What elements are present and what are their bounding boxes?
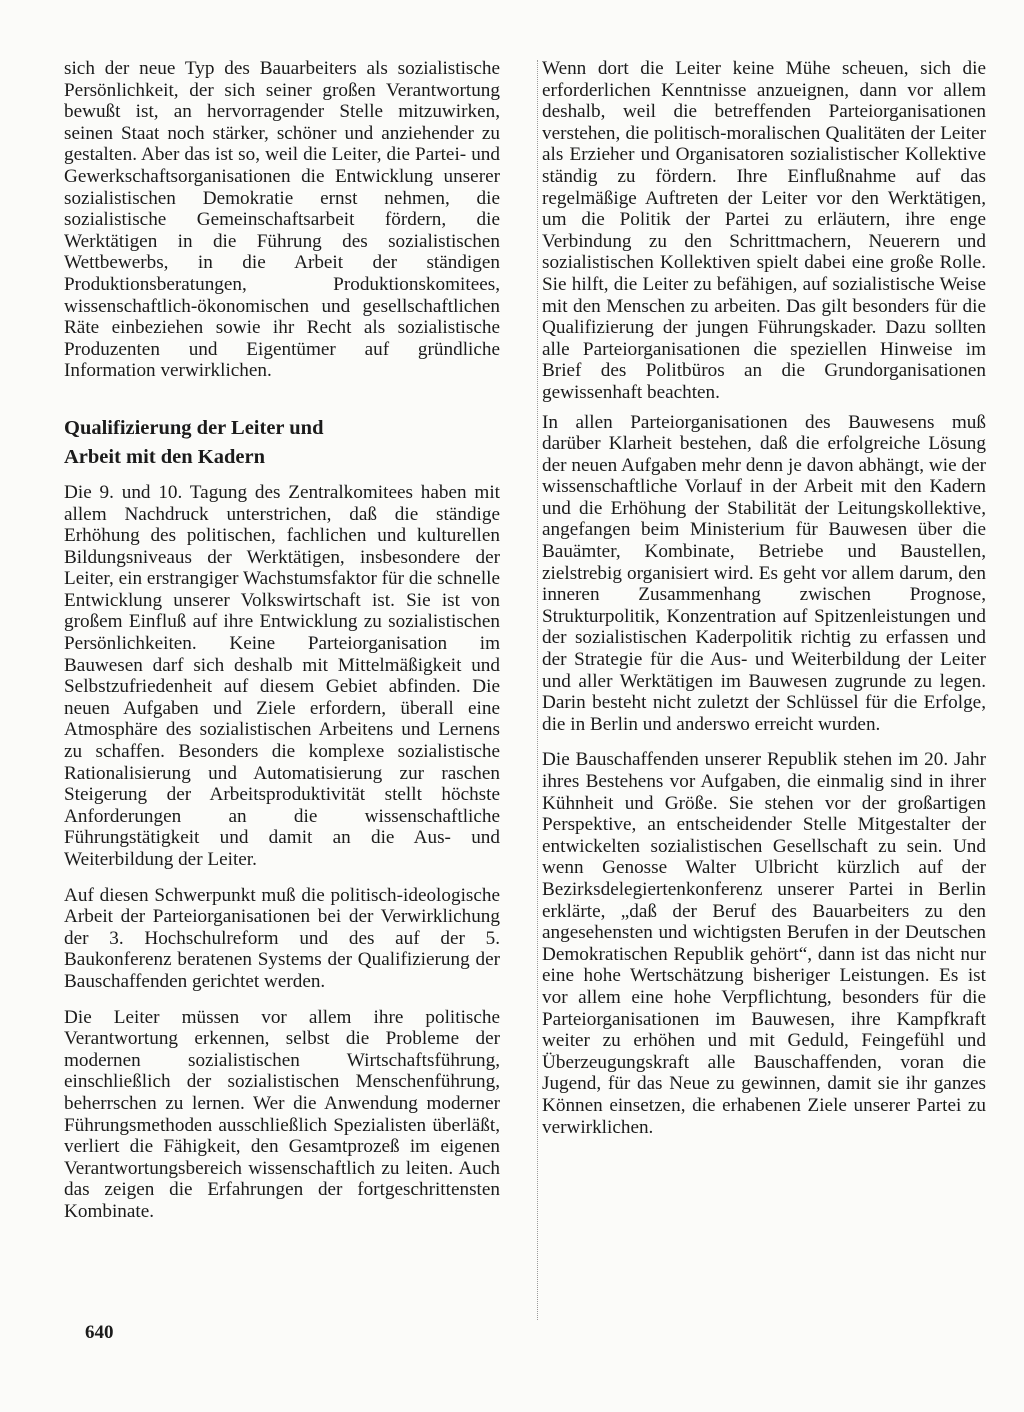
paragraph: sich der neue Typ des Bauarbeiters als sozialistische Persönlichkeit, der sich seiner großen Verantwortung bewußt ist, an hervorragender Stelle mitzuwirken, seinen Staat noch stärker, schöner und anziehender zu gestalten. Aber das ist so, weil die Leiter, die Partei- und Gewerkschaftsorganisationen die Entwicklung unserer sozialistischen Demokratie ernst nehmen, die sozialistische Gemeinschaftsarbeit fördern, die Werktätigen in die Führung des sozialistischen Wettbewerbs, in die Arbeit der ständigen Produktionsberatungen, Produktionskomitees, wissenschaftlich-ökonomischen und gesellschaftlichen Räte einbeziehen sowie ihr Recht als sozialistische Produzenten und Eigentümer auf gründliche Information verwirklichen.	[64, 58, 500, 382]
paragraph: Die 9. und 10. Tagung des Zentralkomitees haben mit allem Nachdruck unterstrichen, daß die ständige Erhöhung des politischen, fachlichen und kulturellen Bildungsniveaus der Werktätigen, insbesondere der Leiter, ein erstrangiger Wachstumsfaktor für die schnelle Entwicklung unserer Volkswirtschaft ist. Sie ist von großem Einfluß auf ihre Entwicklung zu sozialistischen Persönlichkeiten. Keine Parteiorganisation im Bauwesen darf sich deshalb mit Mittelmäßigkeit und Selbstzufriedenheit auf diesem Gebiet abfinden. Die neuen Aufgaben und Ziele erfordern, überall eine Atmosphäre des sozialistischen Arbeitens und Lernens zu schaffen. Besonders die komplexe sozialistische Rationalisierung und Automatisierung zur raschen Steigerung der Arbeitsproduktivität stellt höchste Anforderungen an die wissenschaftliche Führungstätigkeit und damit an die Aus- und Weiterbildung der Leiter.	[64, 481, 500, 870]
left-column	[64, 58, 500, 1237]
section-heading-line-2: Arbeit mit den Kadern	[64, 445, 265, 468]
paragraph: Wenn dort die Leiter keine Mühe scheuen, sich die erforderlichen Kenntnisse anzueignen, dann vor allem deshalb, weil die betreffenden Parteiorganisationen verstehen, die politisch-moralischen Qualitäten der Leiter als Erzieher und Organisatoren sozialistischer Kollektive ständig zu fördern. Ihre Einflußnahme auf das regelmäßige Auftreten der Leiter vor den Werktätigen, um die Politik der Partei zu erläutern, ihre enge Verbindung zu den Schrittmachern, Neuerern und sozialistischen Kollektiven spielt dabei eine große Rolle. Sie hilft, die Leiter zu befähigen, auf sozialistische Weise mit den Menschen zu arbeiten. Das gilt besonders für die Qualifizierung der jungen Führungskader. Dazu sollten alle Parteiorganisationen die speziellen Hinweise im Brief des Politbüros an die Grundorganisationen gewissenhaft beachten.	[542, 58, 986, 403]
page-number: 640	[85, 1322, 114, 1343]
paragraph: Auf diesen Schwerpunkt muß die politisch-ideologische Arbeit der Parteiorganisationen bei der Verwirklichung der 3. Hochschulreform und des auf der 5. Baukonferenz beratenen Systems der Qualifizierung der Bauschaffenden gerichtet werden.	[64, 884, 500, 992]
paragraph: Die Bauschaffenden unserer Republik stehen im 20. Jahr ihres Bestehens vor Aufgaben, die einmalig sind in ihrer Kühnheit und Größe. Sie stehen vor der großartigen Perspektive, an entscheidender Stelle Mitgestalter der entwickelten sozialistischen Gesellschaft zu sein. Und wenn Genosse Walter Ulbricht kürzlich auf der Bezirksdelegiertenkonferenz unserer Partei in Berlin erklärte, „daß der Beruf des Bauarbeiters zu den angesehensten und wichtigsten Berufen in der Deutschen Demokratischen Republik gehört“, dann ist das nicht nur eine hohe Wertschätzung bisheriger Leistungen. Es ist vor allem eine hohe Verpflichtung, besonders für die Parteiorganisationen im Bauwesen, ihre Kampfkraft weiter zu erhöhen und mit Geduld, Feingefühl und Überzeugungskraft alle Bauschaffenden, voran die Jugend, für das Neue zu gewinnen, damit sie ihr ganzes Können einsetzen, die erhabenen Ziele unserer Partei zu verwirklichen.	[542, 749, 986, 1138]
column-divider	[537, 60, 538, 1320]
section-heading-line-1: Qualifizierung der Leiter und	[64, 416, 324, 439]
paragraph: Die Leiter müssen vor allem ihre politische Verantwortung erkennen, selbst die Probleme der modernen sozialistischen Wirtschaftsführung, einschließlich der sozialistischen Menschenführung, beherrschen zu lernen. Wer die Anwendung moderner Führungsmethoden ausschließlich Spezialisten überläßt, verliert die Fähigkeit, den Gesamtprozeß im eigenen Verantwortungsbereich wissenschaftlich zu leiten. Auch das zeigen die Erfahrungen der fortgeschrittensten Kombinate.	[64, 1006, 500, 1222]
section-heading	[64, 414, 500, 472]
right-column	[542, 58, 986, 1152]
paragraph: In allen Parteiorganisationen des Bauwesens muß darüber Klarheit bestehen, daß die erfolgreiche Lösung der neuen Aufgaben mehr denn je davon abhängt, wie der wissenschaftliche Vorlauf in der Arbeit mit den Kadern und die Erhöhung der Stabilität der Leitungskollektive, angefangen beim Ministerium für Bauwesen über die Bauämter, Kombinate, Betriebe und Baustellen, zielstrebig organisiert wird. Es geht vor allem darum, den inneren Zusammenhang zwischen Prognose, Strukturpolitik, Konzentration auf Spitzenleistungen und der sozialistischen Kaderpolitik richtig zu erfassen und der Strategie für die Aus- und Weiterbildung der Leiter und aller Werktätigen im Bauwesen zugrunde zu legen. Darin besteht nicht zuletzt der Schlüssel für die Erfolge, die in Berlin und anderswo erreicht wurden.	[542, 411, 986, 735]
